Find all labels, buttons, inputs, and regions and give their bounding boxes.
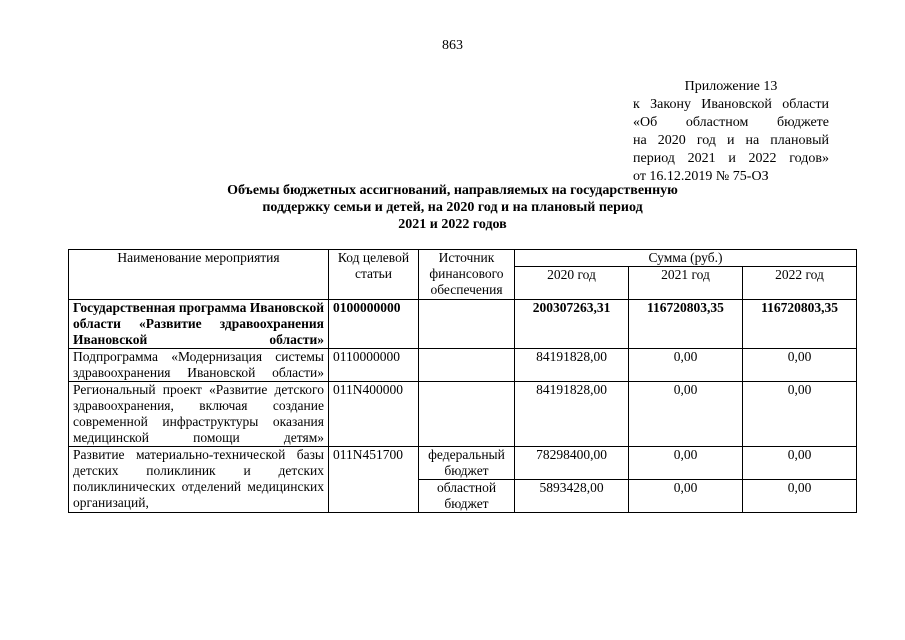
header-2021: 2021 год: [629, 267, 743, 300]
row-code: 011N451700: [329, 447, 419, 513]
row-2021: 0,00: [629, 480, 743, 513]
row-name: Подпрограмма «Модернизация системы здравоохранения Ивановской области»: [69, 349, 329, 382]
row-source: [419, 300, 515, 349]
header-code: Код целевой статьи: [329, 250, 419, 300]
budget-table: [68, 249, 857, 513]
row-2020: 5893428,00: [515, 480, 629, 513]
appendix-line: период 2021 и 2022 годов»: [633, 151, 829, 166]
row-2020: 78298400,00: [515, 447, 629, 480]
row-2022: 0,00: [743, 447, 857, 480]
row-2022: 0,00: [743, 349, 857, 382]
table-row: [69, 382, 857, 447]
appendix-line: к Закону Ивановской области: [633, 97, 829, 112]
row-2020: 84191828,00: [515, 349, 629, 382]
row-code: 0110000000: [329, 349, 419, 382]
title-line: поддержку семьи и детей, на 2020 год и на плановый период: [262, 200, 643, 215]
row-2022: 116720803,35: [743, 300, 857, 349]
header-2022: 2022 год: [743, 267, 857, 300]
row-2020: 200307263,31: [515, 300, 629, 349]
row-2021: 0,00: [629, 349, 743, 382]
row-2020: 84191828,00: [515, 382, 629, 447]
appendix-line: «Об областном бюджете: [633, 115, 829, 130]
table-row: [69, 447, 857, 480]
header-name: Наименование мероприятия: [69, 250, 329, 300]
row-source: федеральный бюджет: [419, 447, 515, 480]
row-name: Развитие материально-технической базы детских поликлиник и детских поликлинических отделений медицинских организаций,: [69, 447, 329, 513]
header-sum: Сумма (руб.): [515, 250, 857, 267]
row-source: [419, 349, 515, 382]
table-row: [69, 300, 857, 349]
row-2021: 0,00: [629, 447, 743, 480]
page-number: 863: [442, 38, 463, 53]
header-source: Источник финансового обеспечения: [419, 250, 515, 300]
row-2021: 0,00: [629, 382, 743, 447]
row-name: Региональный проект «Развитие детского здравоохранения, включая создание современной инфраструктуры оказания медицинской помощи детям»: [69, 382, 329, 447]
row-code: 011N400000: [329, 382, 419, 447]
row-2021: 116720803,35: [629, 300, 743, 349]
header-2020: 2020 год: [515, 267, 629, 300]
row-source: областной бюджет: [419, 480, 515, 513]
document-title: [130, 182, 775, 233]
title-line: 2021 и 2022 годов: [398, 217, 507, 232]
row-code: 0100000000: [329, 300, 419, 349]
appendix-line: от 16.12.2019 № 75-ОЗ: [633, 169, 769, 184]
row-name: Государственная программа Ивановской области «Развитие здравоохранения Ивановской области»: [69, 300, 329, 349]
appendix-line: Приложение 13: [684, 79, 778, 94]
table-row: [69, 349, 857, 382]
row-2022: 0,00: [743, 480, 857, 513]
title-line: Объемы бюджетных ассигнований, направляемых на государственную: [227, 183, 678, 198]
appendix-block: [633, 78, 829, 186]
appendix-line: на 2020 год и на плановый: [633, 133, 829, 148]
row-source: [419, 382, 515, 447]
row-2022: 0,00: [743, 382, 857, 447]
